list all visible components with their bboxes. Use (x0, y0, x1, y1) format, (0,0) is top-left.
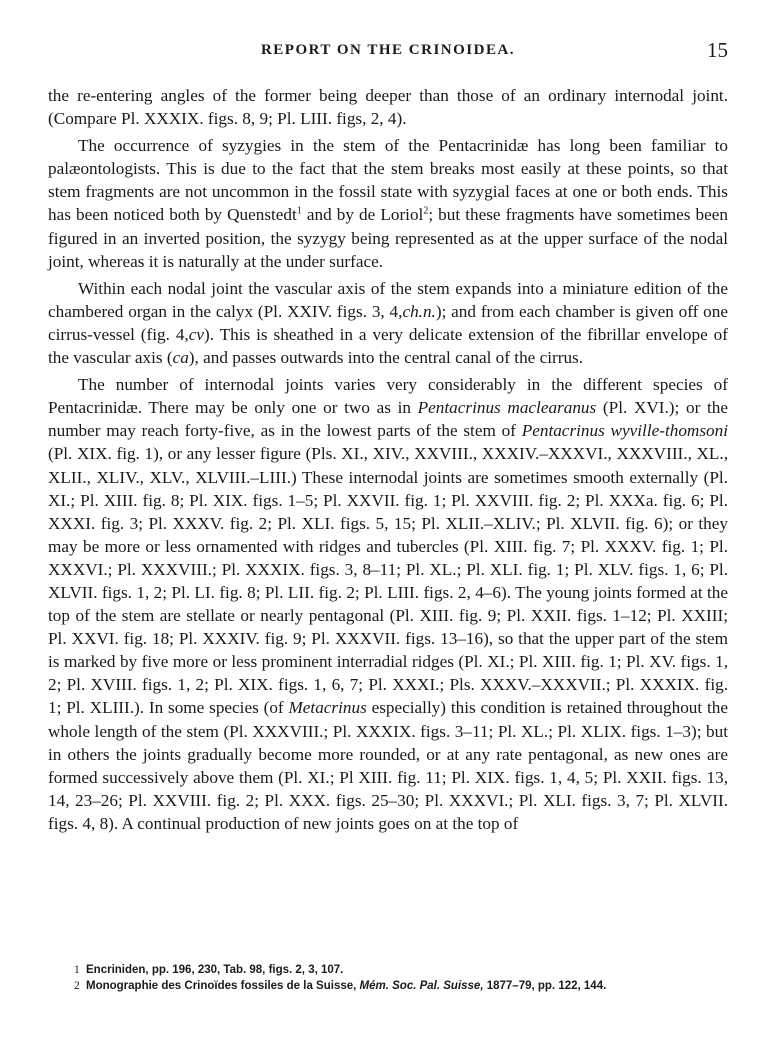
paragraph-4-text-b: (Pl. XVI.); or the number may reach forty-five, as in the lowest parts of the stem of (48, 398, 728, 441)
footnote-2-italic: Mém. Soc. Pal. Suisse, (359, 980, 484, 992)
paragraph-1 (48, 84, 728, 130)
paragraph-2-text-c: ; but these fragments have sometimes been figured in an inverted position, the syzygy being represented as at the upper surface of the nodal joint, whereas it is naturally at the under surface. (48, 205, 728, 271)
footnote-2-text-a: Monographie des Crinoïdes fossiles de la Suisse, (86, 980, 360, 992)
page-number: 15 (707, 38, 728, 62)
footnote-1-text: Encriniden, pp. 196, 230, Tab. 98, figs. 2, 3, 107. (86, 964, 344, 976)
paragraph-1-text: the re-entering angles of the former being deeper than those of an ordinary internodal joint. (Compare Pl. XXXIX. figs. 8, 9; Pl. LIII. figs, 2, 4). (48, 86, 728, 129)
running-title: REPORT ON THE CRINOIDEA. (260, 42, 516, 58)
paragraph-4-text-d: especially) this condition is retained throughout the whole length of the stem (Pl. XXXVIII.; Pl. XXXIX. figs. 3–11; Pl. XL.; Pl. XLIX. figs. 1–3); but in others the joints gradually become more rounded, or at any rate pentagonal, as new ones are formed successively above them (Pl. XI.; Pl XIII. fig. 11; Pl. XIX. figs. 1, 4, 5; Pl. XXII. figs. 13, 14, 23–26; Pl. XXVIII. fig. 2; Pl. XXX. figs. 25–30; Pl. XXXVI.; Pl. XLI. figs. 3, 7; Pl. XLVII. figs. 4, 8). A continual production of new joints goes on at the top of (48, 698, 728, 833)
paragraph-3-italic-2: cv (188, 324, 204, 344)
paragraph-3-text-b: ); and from each chamber is given off one cirrus-vessel (fig. 4, (48, 301, 728, 344)
paragraph-3-italic-3: ca (172, 348, 189, 368)
page-header (48, 38, 728, 66)
paragraph-3-italic-1: ch.n. (402, 301, 436, 321)
footnote-1 (74, 962, 724, 978)
paragraph-2-text-b: and by de Loriol (301, 205, 424, 225)
footnote-1-mark: 1 (74, 964, 80, 976)
paragraph-2-text-a: The occurrence of syzygies in the stem of the Pentacrinidæ has long been familiar to palæontologists. This is due to the fact that the stem breaks most easily at these points, so that stem fragments are not uncommon in the fossil state with syzygial faces at one or both ends. This has been noticed both by Quenstedt (48, 136, 728, 225)
footnotes (74, 962, 724, 994)
footnote-2-text-b: 1877–79, pp. 122, 144. (483, 980, 607, 992)
paragraph-4 (48, 373, 728, 835)
paragraph-3-text-a: Within each nodal joint the vascular axis of the stem expands into a miniature edition of the chambered organ in the calyx (Pl. XXIV. figs. 3, 4, (48, 278, 728, 321)
paragraph-3-text-d: ), and passes outwards into the central canal of the cirrus. (188, 348, 584, 368)
paragraph-3 (48, 277, 728, 369)
paragraph-4-italic-1: Pentacrinus maclearanus (417, 398, 597, 418)
paragraph-4-italic-2: Pentacrinus wyville-thomsoni (521, 421, 728, 441)
paragraph-4-text-a: The number of internodal joints varies very considerably in the different species of Pentacrinidæ. There may be only one or two as in (48, 375, 728, 418)
paragraph-4-text-c: (Pl. XIX. fig. 1), or any lesser figure (Pls. XI., XIV., XXVIII., XXXIV.–XXXVI., XXXVIII., XL., XLII., XLIV., XLV., XLVIII.–LIII.) These internodal joints are sometimes smooth externally (Pl. XI.; Pl. XIII. fig. 8; Pl. XIX. figs. 1–5; Pl. XXVII. fig. 1; Pl. XXVIII. fig. 2; Pl. XXXa. fig. 6; Pl. XXXI. fig. 3; Pl. XXXV. fig. 2; Pl. XLI. figs. 5, 15; Pl. XLII.–XLIV.; Pl. XLVII. fig. 6); or they may be more or less ornamented with ridges and tubercles (Pl. XIII. fig. 7; Pl. XXXV. fig. 1; Pl. XXXVI.; Pl. XXXVIII.; Pl. XXXIX. figs. 3, 8–11; Pl. XL.; Pl. XLI. fig. 1; Pl. XLV. figs. 1, 6; Pl. XLVII. figs. 1, 2; Pl. LI. fig. 8; Pl. LII. fig. 2; Pl. LIII. figs. 2, 4–6). The young joints formed at the top of the stem are stellate or nearly pentagonal (Pl. XIII. fig. 9; Pl. XXII. figs. 1–12; Pl. XXIII; Pl. XXVI. fig. 18; Pl. XXXIV. fig. 9; Pl. XXXVII. figs. 13–16), so that the upper part of the stem is marked by five more or less prominent interradial ridges (Pl. XI.; Pl. XIII. fig. 1; Pl. XV. figs. 1, 2; Pl. XVIII. figs. 1, 2; Pl. XIX. figs. 1, 6, 7; Pl. XXXI.; Pls. XXXV.–XXXVII.; Pl. XXXIX. fig. 1; Pl. XLIII.). In some species (of (48, 444, 728, 718)
paragraph-3-text-c: ). This is sheathed in a very delicate extension of the fibrillar envelope of the vascular axis ( (48, 324, 728, 368)
paragraph-2 (48, 134, 728, 273)
footnote-2-mark: 2 (74, 980, 80, 992)
footnote-2 (74, 978, 724, 994)
paragraph-4-italic-3: Metacrinus (288, 698, 367, 718)
footnote-ref-1: 1 (296, 205, 302, 217)
body-text (48, 84, 728, 835)
footnote-ref-2: 2 (423, 205, 429, 217)
